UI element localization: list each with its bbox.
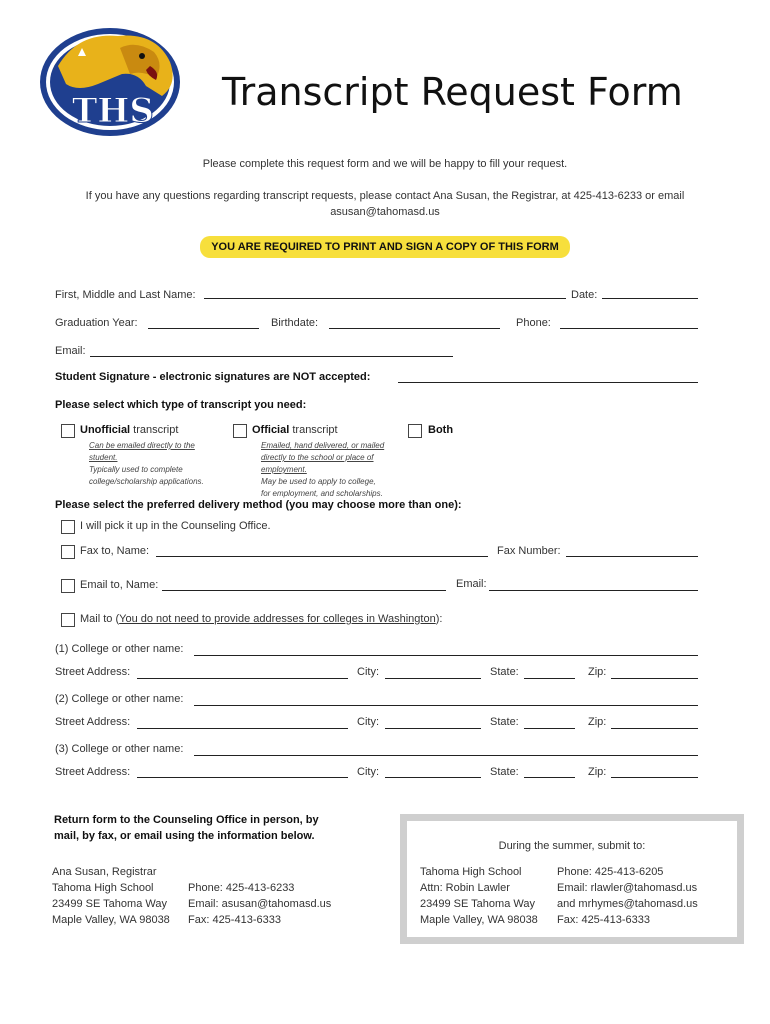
college-2-state-field[interactable] [524,728,575,729]
email-to-name-field[interactable] [162,590,446,591]
unofficial-checkbox[interactable] [61,424,75,438]
unofficial-note: Can be emailed directly to the student. Typically used to complete college/scholarship applications. [89,441,204,486]
college-3-state-field[interactable] [524,777,575,778]
college-3-name-field[interactable] [194,755,698,756]
college-1-street-field[interactable] [137,678,348,679]
summer-contact: Phone: 425-413-6205 Email: rlawler@tahomasd.us and mrhymes@tahomasd.us Fax: 425-413-6333 [557,866,698,926]
phone-label: Phone: [516,317,551,329]
email-to-address-field[interactable] [489,590,698,591]
college-2-name-label: (2) College or other name: [55,693,184,705]
both-checkbox[interactable] [408,424,422,438]
date-label: Date: [571,289,598,301]
intro-line-2: If you have any questions regarding transcript requests, please contact Ana Susan, the Registrar, at 425-413-6233 or email [85,190,685,202]
email-to-checkbox[interactable] [61,579,75,593]
pickup-checkbox[interactable] [61,520,75,534]
date-field[interactable] [602,298,698,299]
college-1-zip-label: Zip: [588,666,607,678]
fax-name-label: Fax to, Name: [80,545,150,557]
phone-field[interactable] [560,328,698,329]
birthdate-label: Birthdate: [271,317,319,329]
delivery-heading: Please select the preferred delivery method (you may choose more than one): [55,499,462,511]
print-sign-banner: YOU ARE REQUIRED TO PRINT AND SIGN A COPY OF THIS FORM [200,236,570,258]
signature-field[interactable] [398,382,698,383]
email-field[interactable] [90,356,453,357]
fax-number-label: Fax Number: [497,545,561,557]
college-3-state-label: State: [490,766,519,778]
both-label: Both [428,424,454,436]
college-2-city-field[interactable] [385,728,481,729]
transcript-type-heading: Please select which type of transcript you need: [55,399,307,411]
page-title: Transcript Request Form [222,70,683,114]
registrar-address: Ana Susan, Registrar Tahoma High School 23499 SE Tahoma Way Maple Valley, WA 98038 [52,866,170,926]
grad-year-field[interactable] [148,328,259,329]
signature-label: Student Signature - electronic signatures are NOT accepted: [55,371,371,383]
college-2-street-field[interactable] [137,728,348,729]
official-note: Emailed, hand delivered, or mailed directly to the school or place of employment. May be used to apply to college, for employment, and scholarships. [261,441,385,498]
summer-submission-box [400,814,744,944]
return-instructions-line-2: mail, by fax, or email using the information below. [54,830,315,842]
email-label: Email: [55,345,86,357]
return-instructions-line-1: Return form to the Counseling Office in person, by [54,814,319,826]
official-checkbox[interactable] [233,424,247,438]
name-field[interactable] [204,298,566,299]
college-1-state-field[interactable] [524,678,575,679]
college-2-zip-field[interactable] [611,728,698,729]
college-1-state-label: State: [490,666,519,678]
college-2-zip-label: Zip: [588,716,607,728]
college-1-city-field[interactable] [385,678,481,679]
intro-line-1: Please complete this request form and we will be happy to fill your request. [202,158,568,170]
fax-checkbox[interactable] [61,545,75,559]
summer-heading: During the summer, submit to: [498,840,646,852]
college-3-zip-field[interactable] [611,777,698,778]
mail-label: Mail to (You do not need to provide addresses for colleges in Washington): [80,613,443,625]
college-1-name-field[interactable] [194,655,698,656]
pickup-label: I will pick it up in the Counseling Office. [80,520,271,532]
college-3-city-label: City: [357,766,379,778]
college-3-name-label: (3) College or other name: [55,743,184,755]
unofficial-label: Unofficial transcript [80,424,179,436]
mail-checkbox[interactable] [61,613,75,627]
college-2-street-label: Street Address: [55,716,131,728]
college-2-state-label: State: [490,716,519,728]
email-to-address-label: Email: [456,578,487,590]
college-3-zip-label: Zip: [588,766,607,778]
registrar-contact: Phone: 425-413-6233 Email: asusan@tahomasd.us Fax: 425-413-6333 [188,882,332,926]
college-1-street-label: Street Address: [55,666,131,678]
email-to-name-label: Email to, Name: [80,579,159,591]
birthdate-field[interactable] [329,328,500,329]
school-logo [38,26,188,138]
name-label: First, Middle and Last Name: [55,289,196,301]
grad-year-label: Graduation Year: [55,317,138,329]
intro-email: asusan@tahomasd.us [330,206,440,218]
summer-address: Tahoma High School Attn: Robin Lawler 23499 SE Tahoma Way Maple Valley, WA 98038 [420,866,538,926]
college-1-zip-field[interactable] [611,678,698,679]
fax-name-field[interactable] [156,556,488,557]
college-1-city-label: City: [357,666,379,678]
fax-number-field[interactable] [566,556,698,557]
college-3-street-field[interactable] [137,777,348,778]
logo-text: THS [72,91,154,131]
college-2-city-label: City: [357,716,379,728]
college-3-street-label: Street Address: [55,766,131,778]
college-2-name-field[interactable] [194,705,698,706]
official-label: Official transcript [252,424,338,436]
college-1-name-label: (1) College or other name: [55,643,184,655]
college-3-city-field[interactable] [385,777,481,778]
